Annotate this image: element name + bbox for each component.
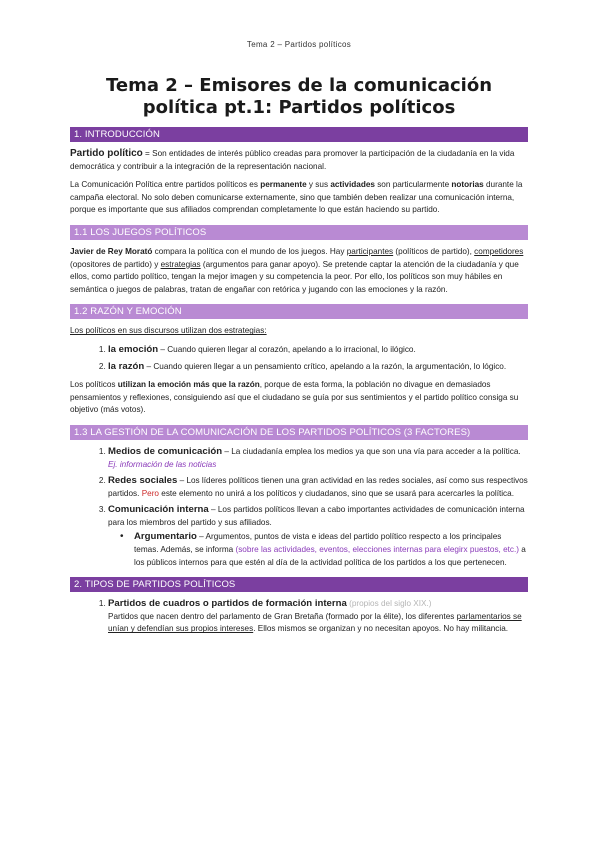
example-text: Ej. información de las noticias	[108, 459, 217, 469]
note-text: (propios del siglo XIX.)	[346, 599, 432, 609]
emotion-paragraph	[70, 379, 528, 417]
text: compara la política con el mundo de los juegos. Hay	[152, 246, 347, 256]
factors-list	[70, 446, 528, 569]
definition-text: = Son entidades de interés público creadas para promover la participación de la ciudadanía en la vida democrática y contribuir a la integración de la representación nacional.	[70, 149, 515, 171]
author-name: Javier de Rey Morató	[70, 246, 153, 256]
list-item	[108, 475, 528, 500]
text: y sus	[306, 180, 331, 190]
text: La Comunicación Política entre partidos políticos es	[70, 180, 261, 190]
list-item-label: la emoción	[108, 343, 159, 355]
text: (opositores de partido) y	[70, 259, 161, 269]
strategies-intro: Los políticos en sus discursos utilizan dos estrategias:	[70, 326, 267, 336]
underlined-text: parlamentarios se unían y defendían sus propios intereses	[108, 611, 522, 634]
list-item	[108, 344, 528, 357]
highlight-text: Pero	[141, 488, 159, 498]
underlined-text: participantes	[346, 246, 394, 256]
page-title	[70, 75, 528, 119]
text: durante la campaña electoral. No solo deben comunicarse externamente, sino que también deben realizar una comunicación interna, porque es importante que sus afiliados comprendan completamente lo que están haciendo su partido.	[70, 180, 523, 215]
bold-text: permanente	[260, 180, 307, 190]
list-item	[108, 361, 528, 374]
section-heading-gestion-comunicacion: 1.3 LA GESTIÓN DE LA COMUNICACIÓN DE LOS PARTIDOS POLÍTICOS (3 FACTORES)	[70, 425, 528, 440]
text: Los políticos	[70, 380, 118, 390]
bold-text: notorias	[451, 180, 484, 190]
list-item-text: . Ellos mismos se organizan y no necesitan apoyos. No hay militancia.	[253, 624, 509, 634]
underlined-text: competidores	[474, 246, 524, 256]
list-item-text: Partidos que nacen dentro del parlamento de Gran Bretaña (formado por la élite), los diferentes	[108, 611, 457, 621]
list-item	[108, 446, 528, 471]
section-heading-razon-emocion: 1.2 RAZÓN Y EMOCIÓN	[70, 304, 528, 319]
section-heading-introduccion: 1. INTRODUCCIÓN	[70, 127, 528, 142]
bold-text: utilizan la emoción más que la razón	[117, 380, 260, 390]
underlined-text: estrategias	[160, 259, 201, 269]
list-item-label: Partidos de cuadros o partidos de formación interna	[108, 598, 347, 610]
running-header: Tema 2 – Partidos políticos	[246, 40, 352, 49]
strategies-list	[70, 344, 528, 373]
sub-list	[108, 531, 528, 569]
list-item-text: – Cuando quieren llegar al corazón, apelando a lo irracional, lo ilógico.	[158, 344, 416, 354]
section-heading-juegos-politicos: 1.1 LOS JUEGOS POLÍTICOS	[70, 225, 528, 240]
section-heading-tipos-partidos: 2. TIPOS DE PARTIDOS POLÍTICOS	[70, 577, 528, 592]
list-item-label: Comunicación interna	[108, 504, 209, 516]
party-types-list	[70, 598, 528, 636]
text: son particularmente	[374, 180, 452, 190]
list-item	[108, 598, 528, 636]
list-item-label: la razón	[108, 360, 145, 372]
sub-list-item	[134, 531, 528, 569]
list-item-label: Medios de comunicación	[108, 445, 223, 457]
definition-paragraph	[70, 148, 528, 173]
text: (argumentos para ganar apoyo). Se pretende captar la atención de la ciudadanía y que ellos, como partido político, tengan la mejor imagen y su competencia la peor. Por ello, los políticos son muy hábiles en semántica o juegos de palabras, tratan de engañar con retórica y jugando con las emociones y la razón.	[70, 259, 519, 294]
juegos-paragraph	[70, 246, 528, 296]
sub-item-label: Argumentario	[134, 531, 197, 543]
list-item-text: – Los partidos políticos llevan a cabo importantes actividades de comunicación interna para los miembros del partido y sus afiliados.	[108, 505, 525, 527]
term-partido-politico: Partido político	[70, 148, 143, 159]
list-item-text: – La ciudadanía emplea los medios ya que son una vía para acceder a la política.	[222, 446, 521, 456]
title-line-1: Tema 2 – Emisores de la comunicación	[105, 75, 493, 96]
list-item-text: – Los líderes políticos tienen una gran actividad en las redes sociales, así como sus respectivos partidos.	[108, 476, 528, 498]
list-item-text: este elemento no unirá a los políticos y ciudadanos, sino que se usará para acercarles la política.	[158, 488, 514, 498]
intro-paragraph	[70, 179, 528, 217]
highlight-text: (sobre las actividades, eventos, elecciones internas para elegirx puestos, etc.)	[235, 545, 520, 555]
text: (políticos de partido),	[393, 246, 475, 256]
bold-text: actividades	[330, 180, 375, 190]
list-item	[108, 504, 528, 569]
sub-item-text: – Argumentos, puntos de vista e ideas del partido político respecto a los principales temas. Además, se informa	[134, 532, 502, 555]
list-item-label: Redes sociales	[108, 475, 178, 487]
title-line-2: política pt.1: Partidos políticos	[142, 97, 456, 118]
text: , porque de esta forma, la población no divague en demasiados pensamientos y reflexiones, consiguiendo así que el ciudadano se guía por sus sentimientos y el partido político consiga su objetivo (más votos).	[70, 380, 519, 415]
sub-item-text: a los públicos internos para que estén al día de la actividad política de los partidos a los que pertenecen.	[134, 545, 526, 567]
list-item-text: – Cuando quieren llegar a un pensamiento crítico, apelando a la razón, la argumentación, lo lógico.	[144, 361, 507, 371]
